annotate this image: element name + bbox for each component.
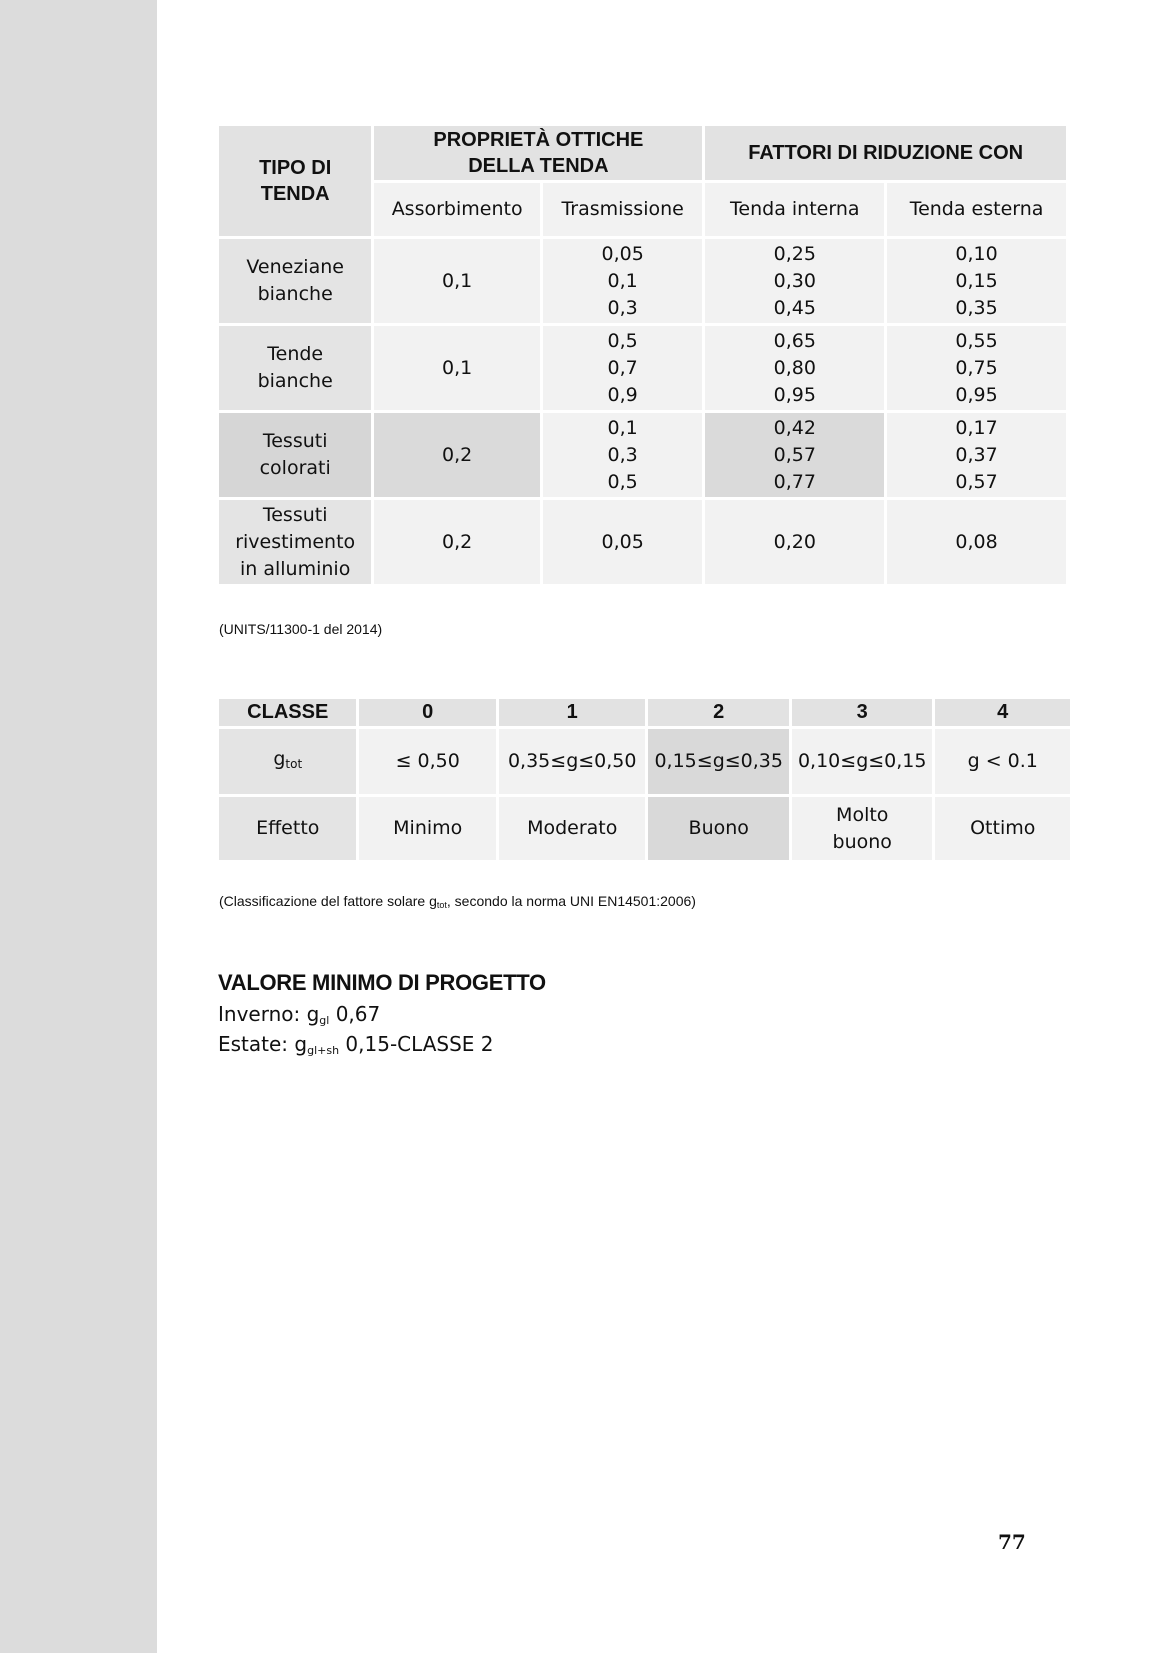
subheader-transmission: Trasmissione <box>543 183 702 236</box>
table-row <box>219 797 1070 860</box>
header-class-2: 2 <box>648 699 789 726</box>
g-value-3: 0,10≤g≤0,15 <box>792 729 933 794</box>
effect-value-1: Moderato <box>499 797 646 860</box>
table2-caption: (Classificazione del fattore solare $g_{tot}$, secondo la norma UNI EN14501:2006) <box>219 893 696 910</box>
absorption-cell: 0,2 <box>374 500 540 584</box>
external-cell: 0,08 <box>887 500 1066 584</box>
row-name: Tessuti colorati <box>219 413 371 497</box>
header-tipo-tenda: TIPO DI TENDA <box>219 126 371 236</box>
transmission-cell: 0,05 0,1 0,3 <box>543 239 702 323</box>
internal-cell: 0,20 <box>705 500 884 584</box>
row-name: Tende bianche <box>219 326 371 410</box>
transmission-cell: 0,05 <box>543 500 702 584</box>
table-row <box>219 239 1066 323</box>
g-value-4: g < 0.1 <box>935 729 1070 794</box>
header-class-1: 1 <box>499 699 646 726</box>
internal-cell: 0,65 0,80 0,95 <box>705 326 884 410</box>
g-value-0: ≤ 0,50 <box>359 729 495 794</box>
external-cell: 0,10 0,15 0,35 <box>887 239 1066 323</box>
subheader-external: Tenda esterna <box>887 183 1066 236</box>
header-class-0: 0 <box>359 699 495 726</box>
g-tot-label: $g_{tot}$ <box>219 729 356 794</box>
header-class-3: 3 <box>792 699 933 726</box>
header-classe: CLASSE <box>219 699 356 726</box>
transmission-cell: 0,5 0,7 0,9 <box>543 326 702 410</box>
summer-value: Estate: $g_{gl+sh}$ 0,15-CLASSE 2 <box>218 1032 494 1057</box>
class-table <box>216 696 1073 863</box>
effect-label: Effetto <box>219 797 356 860</box>
g-value-2: 0,15≤g≤0,35 <box>648 729 789 794</box>
page-number: 77 <box>998 1530 1026 1554</box>
table-row <box>219 500 1066 584</box>
row-name: Veneziane bianche <box>219 239 371 323</box>
effect-value-0: Minimo <box>359 797 495 860</box>
table-row <box>219 729 1070 794</box>
transmission-cell: 0,1 0,3 0,5 <box>543 413 702 497</box>
header-class-4: 4 <box>935 699 1070 726</box>
class-header-row <box>219 699 1070 726</box>
shading-table <box>216 123 1069 587</box>
absorption-cell: 0,1 <box>374 326 540 410</box>
absorption-cell: 0,2 <box>374 413 540 497</box>
table1-caption: (UNITS/11300-1 del 2014) <box>219 621 383 637</box>
table-row <box>219 326 1066 410</box>
header-reduction-factors: FATTORI DI RIDUZIONE CON <box>705 126 1066 180</box>
table-row <box>219 413 1066 497</box>
row-name: Tessuti rivestimento in alluminio <box>219 500 371 584</box>
internal-cell: 0,25 0,30 0,45 <box>705 239 884 323</box>
g-value-1: 0,35≤g≤0,50 <box>499 729 646 794</box>
header-optical-properties: PROPRIETÀ OTTICHE DELLA TENDA <box>374 126 702 180</box>
winter-value: Inverno: $g_{gl}$ 0,67 <box>218 1002 381 1027</box>
absorption-cell: 0,1 <box>374 239 540 323</box>
design-heading: VALORE MINIMO DI PROGETTO <box>218 970 546 995</box>
effect-value-2: Buono <box>648 797 789 860</box>
external-cell: 0,17 0,37 0,57 <box>887 413 1066 497</box>
internal-cell: 0,42 0,57 0,77 <box>705 413 884 497</box>
side-strip <box>0 0 157 1653</box>
subheader-internal: Tenda interna <box>705 183 884 236</box>
subheader-absorption: Assorbimento <box>374 183 540 236</box>
effect-value-4: Ottimo <box>935 797 1070 860</box>
effect-value-3: Molto buono <box>792 797 933 860</box>
external-cell: 0,55 0,75 0,95 <box>887 326 1066 410</box>
